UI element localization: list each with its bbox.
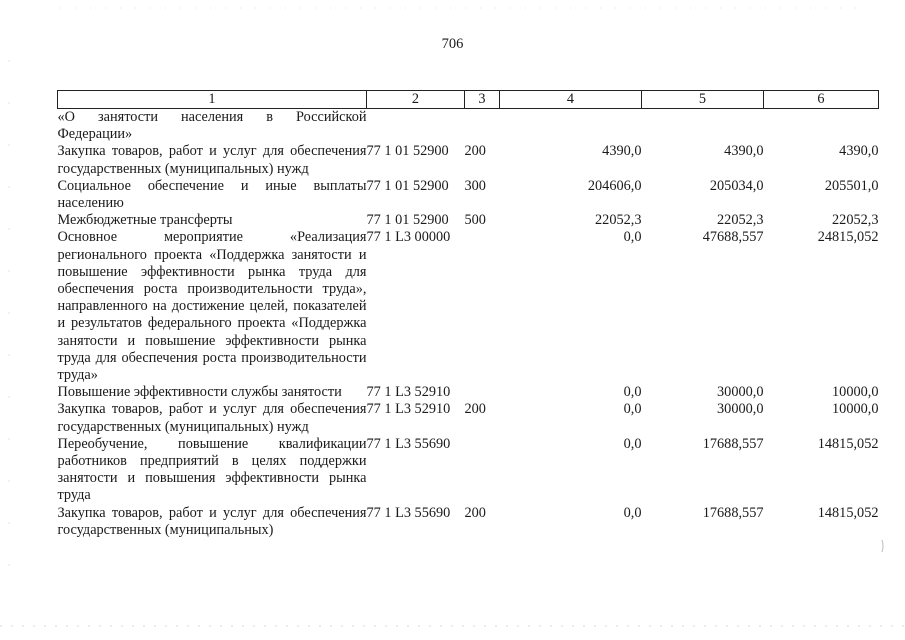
row-value-4: 4390,0	[602, 143, 642, 160]
row-value-4: 22052,3	[595, 212, 642, 229]
row-type	[465, 229, 500, 384]
row-value-5: 47688,557	[702, 229, 764, 246]
row-value-5: 22052,3	[717, 212, 764, 229]
row-code: 77 1 01 52900	[366, 212, 449, 229]
row-value-6: 14815,052	[817, 504, 879, 521]
table-row	[58, 229, 879, 384]
page-number: 706	[441, 36, 464, 52]
row-value-6: 14815,052	[817, 435, 879, 452]
row-type: 500	[464, 212, 486, 229]
row-value-5: 205034,0	[709, 177, 764, 194]
row-name: Закупка товаров, работ и услуг для обеспечения государственных (муниципальных) нужд	[57, 143, 367, 177]
row-value-6: 205501,0	[824, 177, 879, 194]
row-type: 200	[464, 143, 486, 160]
header-col-2: 2	[367, 91, 465, 109]
row-name: Основное мероприятие «Реализация регионального проекта «Поддержка занятости и повышение эффективности рынка труда для обеспечения роста производительности труда», направленного на достижение целей, показателей и результатов федерального проекта «Поддержка занятости и повышение эффективности рынка труда для обеспечения роста производительности труда»	[57, 229, 367, 384]
table-row	[58, 178, 879, 212]
row-code: 77 1 L3 55690	[366, 435, 451, 452]
row-value-4: 0,0	[623, 229, 642, 246]
row-code	[367, 109, 465, 144]
row-name: «О занятости населения в Российской Федерации»	[57, 109, 367, 143]
row-name: Межбюджетные трансферты	[57, 212, 233, 229]
table-row	[58, 212, 879, 229]
row-value-5: 30000,0	[717, 384, 764, 401]
row-type: 300	[464, 177, 486, 194]
header-col-5: 5	[642, 91, 764, 109]
header-col-3: 3	[465, 91, 500, 109]
row-code: 77 1 L3 55690	[366, 504, 451, 521]
row-type	[465, 436, 500, 505]
row-value-6: 22052,3	[832, 212, 879, 229]
row-value-5	[642, 109, 764, 144]
header-col-4: 4	[500, 91, 642, 109]
row-code: 77 1 01 52900	[366, 177, 449, 194]
row-value-5: 4390,0	[724, 143, 764, 160]
row-value-5: 30000,0	[717, 401, 764, 418]
table-row	[58, 401, 879, 435]
budget-table	[57, 90, 879, 539]
header-col-6: 6	[764, 91, 879, 109]
row-type	[465, 109, 500, 144]
row-code: 77 1 01 52900	[366, 143, 449, 160]
row-value-6: 4390,0	[839, 143, 879, 160]
row-name: Социальное обеспечение и иные выплаты населению	[57, 177, 367, 212]
row-value-4: 0,0	[623, 384, 642, 401]
row-value-6: 24815,052	[817, 229, 879, 246]
table-row	[58, 109, 879, 144]
table-row	[58, 505, 879, 539]
header-col-1: 1	[58, 91, 367, 109]
row-value-4: 0,0	[623, 401, 642, 418]
table-row	[58, 436, 879, 505]
header-row	[58, 91, 879, 109]
row-type: 200	[464, 504, 486, 521]
row-value-4: 204606,0	[587, 177, 642, 194]
row-value-6	[764, 109, 879, 144]
row-value-5: 17688,557	[702, 504, 764, 521]
table-row	[58, 384, 879, 401]
row-value-4: 0,0	[623, 504, 642, 521]
row-name: Переобучение, повышение квалификации работников предприятий в целях поддержки занятости и повышения эффективности рынка труда	[57, 435, 367, 504]
row-value-4	[500, 109, 642, 144]
row-value-5: 17688,557	[702, 435, 764, 452]
row-name: Закупка товаров, работ и услуг для обеспечения государственных (муниципальных)	[57, 504, 367, 538]
row-code: 77 1 L3 52910	[366, 401, 451, 418]
row-name: Закупка товаров, работ и услуг для обеспечения государственных (муниципальных) нужд	[57, 401, 367, 435]
row-type	[465, 384, 500, 401]
row-name: Повышение эффективности службы занятости	[57, 384, 342, 401]
row-value-6: 10000,0	[832, 384, 879, 401]
table-row	[58, 143, 879, 177]
row-code: 77 1 L3 52910	[366, 384, 451, 401]
row-value-4: 0,0	[623, 435, 642, 452]
row-value-6: 10000,0	[832, 401, 879, 418]
row-code: 77 1 L3 00000	[366, 229, 451, 246]
row-type: 200	[464, 401, 486, 418]
